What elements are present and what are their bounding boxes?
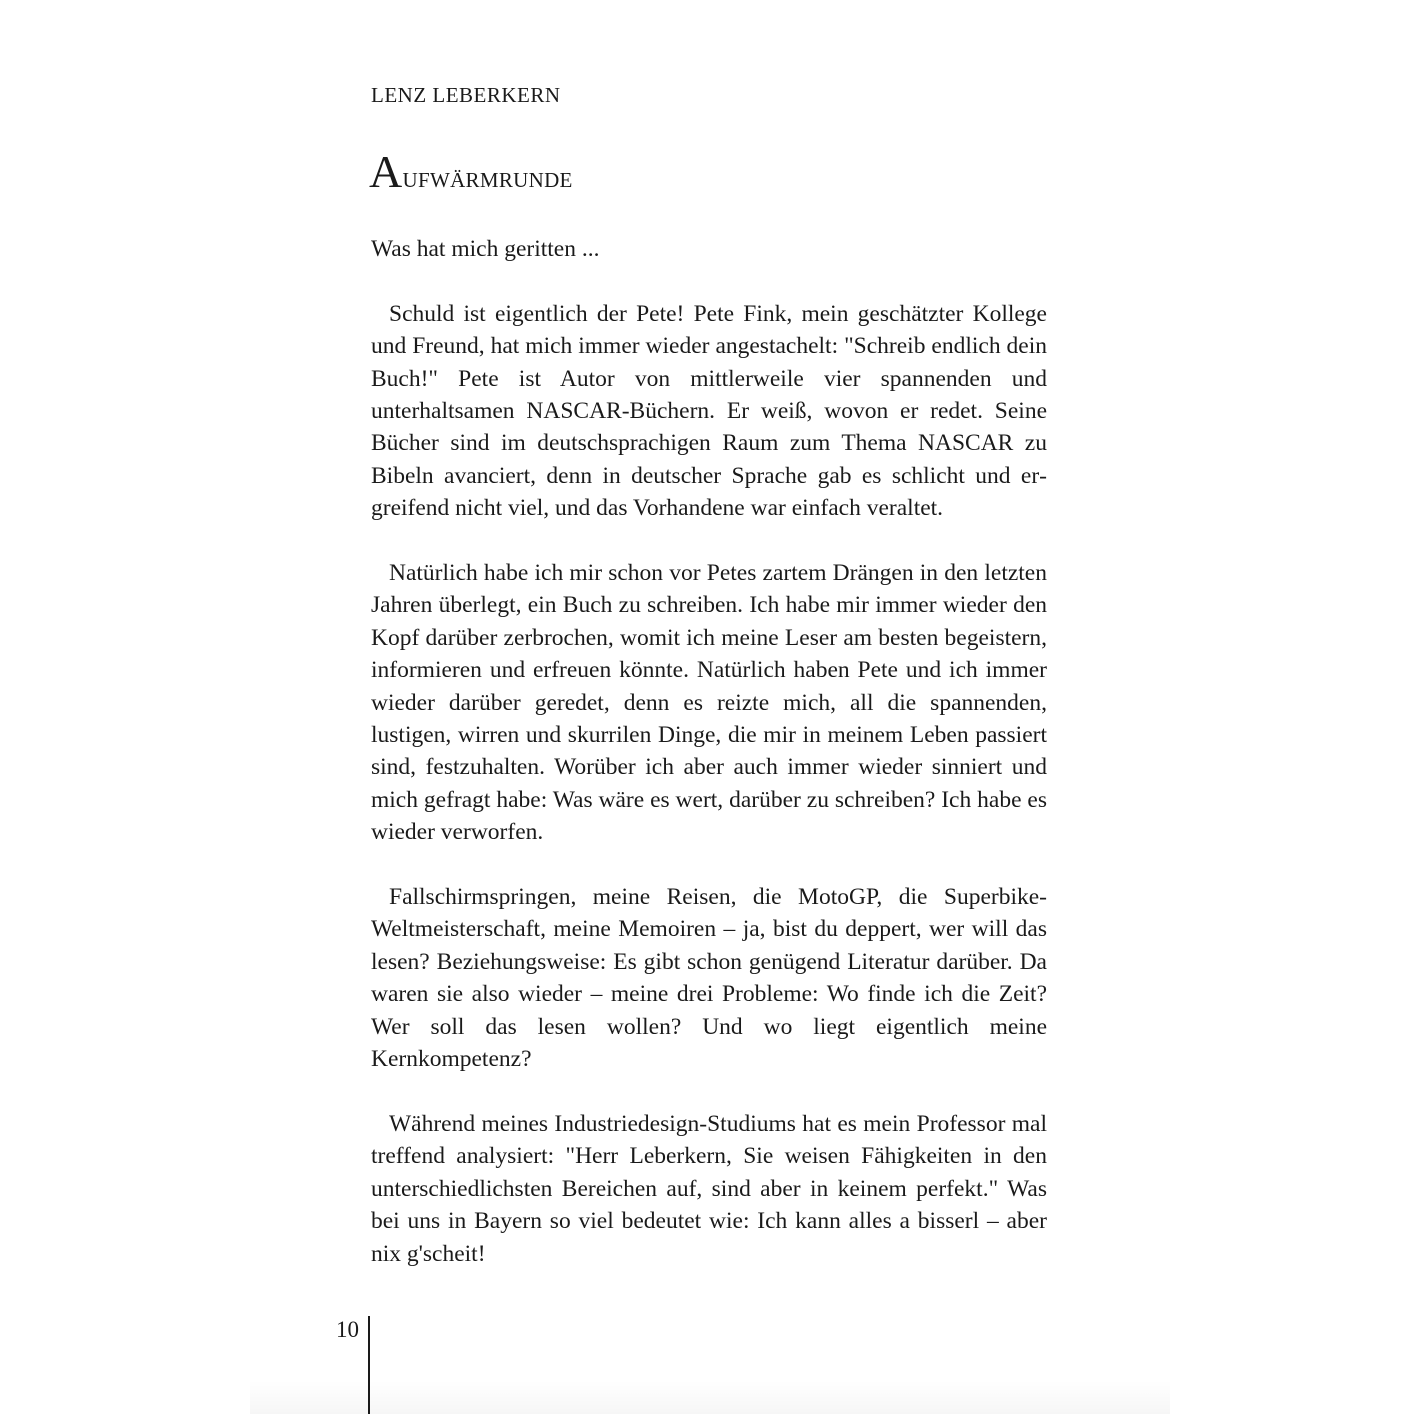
chapter-title [369, 146, 573, 200]
chapter-title-initial: A [369, 146, 403, 197]
chapter-title-rest: ufwärmrunde [402, 161, 573, 194]
page-number: 10 [336, 1317, 359, 1342]
body-text [371, 233, 1047, 1302]
paragraph-4: Während meines Industriedesign-Studiums hat es mein Professor mal treffend analysiert: "Herr Leberkern, Sie weisen Fähigkeiten in den unterschiedlichsten Bereichen auf, sind aber in keinem perfekt." Was bei uns in Bayern so viel bedeutet wie: Ich kann alles a bisserl – aber nix g'scheit! [371, 1110, 1047, 1267]
paragraph-2: Natürlich habe ich mir schon vor Petes zartem Drängen in den letzten Jahren überlegt, ein Buch zu schreiben. Ich habe mir immer wieder den Kopf darüber zerbrochen, womit ich meine Leser am besten begeistern, informieren und erfreuen könnte. Natürlich haben Pete und ich immer wieder darüber geredet, denn es reizte mich, all die spannenden, lustigen, wirren und skurrilen Dinge, die mir in meinem Leben passiert sind, festzuhalten. Worüber ich aber auch immer wieder sinniert und mich gefragt habe: Was wäre es wert, darüber zu schreiben? Ich habe es wieder verworfen. [371, 560, 1047, 846]
page-edge-shadow [250, 1380, 1170, 1414]
running-head: LENZ LEBERKERN [371, 83, 561, 107]
intro-line: Was hat mich geritten ... [371, 236, 600, 262]
paragraph-1: Schuld ist eigentlich der Pete! Pete Fink, mein geschätzter Kollege und Freund, hat mich immer wieder angestachelt: "Schreib endlich dein Buch!" Pete ist Autor von mittlerweile vier spannenden und unterhaltsamen NASCAR-Büchern. Er weiß, wovon er redet. Seine Bücher sind im deutschsprachigen Raum zum Thema NASCAR zu Bibeln avanciert, denn in deutscher Sprache gab es schlicht und ergreifend nicht viel, und das Vorhandene war einfach veraltet. [371, 300, 1047, 522]
paragraph-3: Fallschirmspringen, meine Reisen, die MotoGP, die Superbike-Weltmeisterschaft, meine Memoiren – ja, bist du deppert, wer will das lesen? Beziehungsweise: Es gibt schon genügend Literatur darüber. Da waren sie also wieder – meine drei Probleme: Wo finde ich die Zeit? Wer soll das lesen wollen? Und wo liegt eigentlich meine Kernkompetenz? [371, 884, 1047, 1073]
